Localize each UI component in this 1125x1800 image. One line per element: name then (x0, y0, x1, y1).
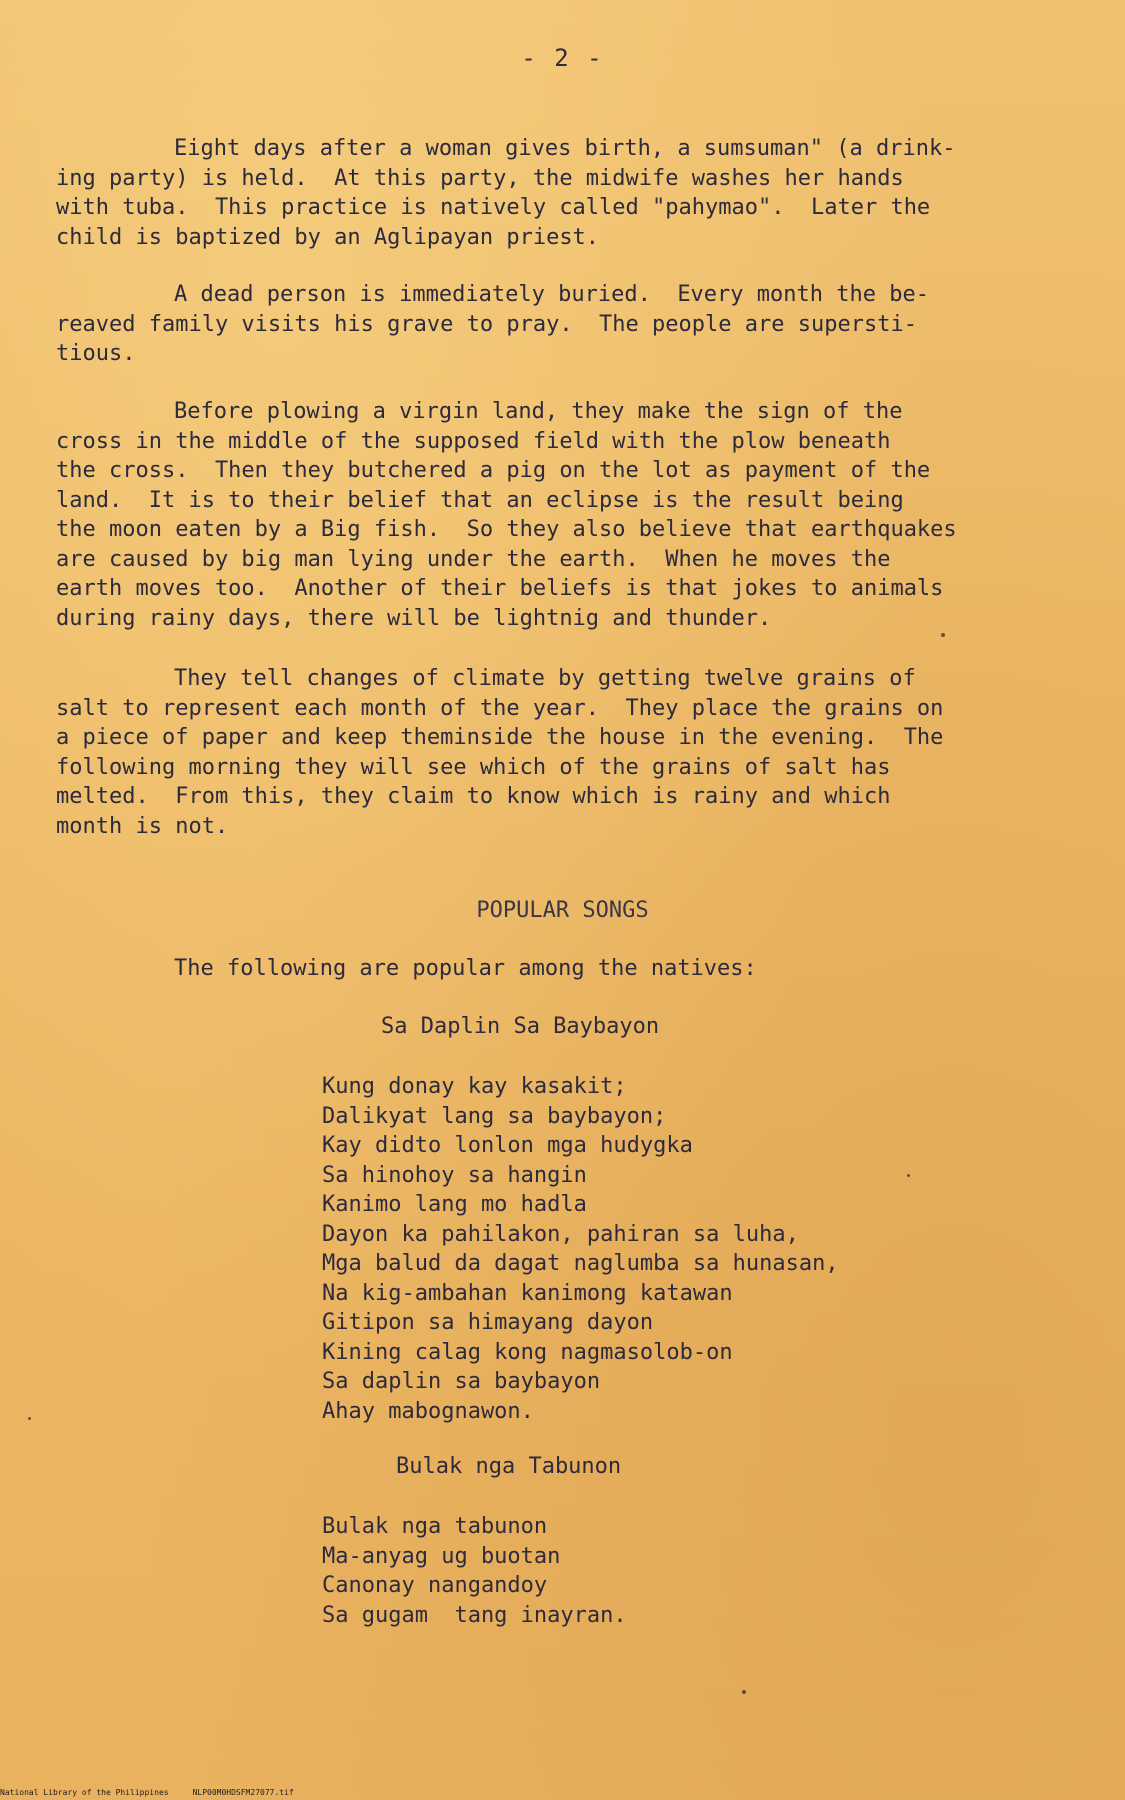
paragraph-line: earth moves too. Another of their beliefs is that jokes to animals (56, 576, 944, 601)
paragraph-line: the cross. Then they butchered a pig on the lot as payment of the (56, 458, 931, 483)
scan-footer (0, 1788, 318, 1798)
page-number: - 2 - (521, 44, 604, 72)
song-title: Bulak nga Tabunon (396, 1454, 622, 1479)
paragraph-line: during rainy days, there will be lightnig and thunder. (56, 605, 772, 631)
paragraph-line: land. It is to their belief that an eclipse is the result being (56, 487, 904, 513)
paragraph-line: child is baptized by an Aglipayan priest. (56, 224, 600, 250)
paragraph-line: A dead person is immediately buried. Every month the be- (174, 282, 929, 307)
song-title: Sa Daplin Sa Baybayon (381, 1014, 660, 1039)
paragraph-birth-customs (56, 134, 1096, 252)
verse-line: Ma-anyag ug buotan (322, 1543, 561, 1569)
verse-line: Sa daplin sa baybayon (322, 1369, 601, 1394)
paragraph-line: reaved family visits his grave to pray. The people are supersti- (56, 311, 917, 337)
paragraph-line: month is not. (56, 813, 229, 839)
paragraph-line: following morning they will see which of the grains of salt has (56, 754, 891, 780)
verse-line: Dayon ka pahilakon, pahiran sa luha, (322, 1221, 799, 1247)
verse-line: Dalikyat lang sa baybayon; (322, 1103, 667, 1129)
verse-line: Sa gugam tang inayran. (322, 1602, 627, 1628)
paragraph-line: melted. From this, they claim to know which is rainy and which (56, 784, 891, 809)
paragraph-line: the moon eaten by a Big fish. So they also believe that earthquakes (56, 517, 957, 542)
paragraph-line: ing party) is held. At this party, the midwife washes her hands (56, 165, 904, 191)
paragraph-burial-customs (56, 280, 1096, 369)
verse-line: Gitipon sa himayang dayon (322, 1310, 654, 1335)
paragraph-line: cross in the middle of the supposed field with the plow beneath (56, 428, 891, 454)
verse-line: Bulak nga tabunon (322, 1514, 548, 1539)
verse-line: Kining calag kong nagmasolob-on (322, 1339, 733, 1365)
verse-line: Kanimo lang mo hadla (322, 1192, 587, 1217)
ink-speck (907, 1174, 910, 1177)
footer-library: National Library of the Philippines (0, 1788, 169, 1797)
paragraph-line: tious. (56, 341, 136, 366)
paragraph-line: salt to represent each month of the year. They place the grains on (56, 695, 944, 721)
paragraph-line: a piece of paper and keep theminside the house in the evening. The (56, 725, 944, 750)
paragraph-line: with tuba. This practice is natively called "pahymao". Later the (56, 195, 931, 220)
paragraph-line: They tell changes of climate by getting twelve grains of (174, 666, 916, 691)
verse-line: Ahay mabognawon. (322, 1398, 534, 1424)
song-verse (322, 1072, 839, 1426)
section-heading: POPULAR SONGS (476, 898, 649, 923)
verse-line: Canonay nangandoy (322, 1573, 548, 1598)
song-verse (322, 1512, 627, 1630)
ink-speck (941, 633, 945, 637)
verse-line: Kung donay kay kasakit; (322, 1074, 627, 1099)
ink-speck (28, 1417, 31, 1420)
paragraph-line: Before plowing a virgin land, they make the sign of the (174, 399, 903, 424)
footer-file: NLP00M0HDSFM27077.tif (192, 1788, 294, 1797)
paragraph-line: are caused by big man lying under the earth. When he moves the (56, 546, 891, 572)
paragraph-line: Eight days after a woman gives birth, a sumsuman" (a drink- (174, 136, 956, 161)
paragraph-climate (56, 664, 1096, 841)
ink-speck (742, 1690, 746, 1694)
verse-line: Kay didto lonlon mga hudygka (322, 1133, 693, 1158)
verse-line: Na kig-ambahan kanimong katawan (322, 1280, 733, 1306)
verse-line: Sa hinohoy sa hangin (322, 1162, 587, 1188)
songs-intro: The following are popular among the natives: (174, 956, 757, 981)
verse-line: Mga balud da dagat naglumba sa hunasan, (322, 1251, 839, 1276)
paragraph-beliefs (56, 397, 1096, 633)
